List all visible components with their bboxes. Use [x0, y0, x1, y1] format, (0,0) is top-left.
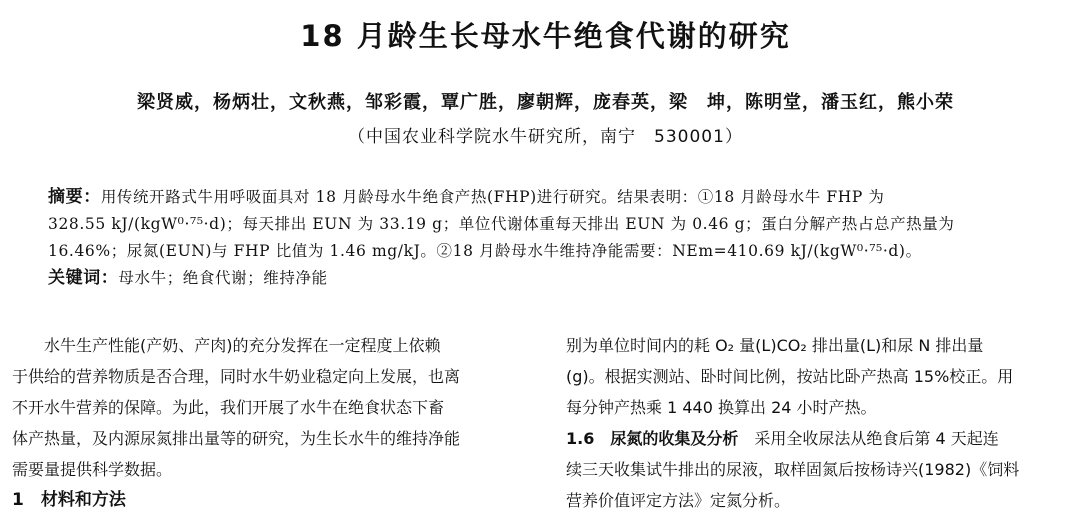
left-line-3: 不开水牛营养的保障。为此，我们开展了水牛在绝食状态下畜 [12, 398, 445, 417]
right-line-4 [566, 423, 1081, 454]
section-heading: 1 材料和方法 [12, 490, 126, 510]
abstract-label: 摘要： [48, 187, 101, 207]
right-line-5: 续三天收集试牛排出的尿液，取样固氮后按杨诗兴(1982)《饲料 [566, 460, 1020, 479]
right-line-4-text: 采用全收尿法从绝食后第 4 天起连 [738, 429, 999, 448]
subsection-heading: 1.6 尿氮的收集及分析 [566, 429, 739, 448]
right-line-1: 别为单位时间内的耗 O₂ 量(L)CO₂ 排出量(L)和尿 N 排出量 [566, 336, 984, 355]
keywords-label: 关键词： [48, 268, 119, 288]
keywords-text: 母水牛；绝食代谢；维持净能 [118, 269, 328, 287]
abstract-text-1: 用传统开路式牛用呼吸面具对 18 月龄母水牛绝食产热(FHP)进行研究。结果表明：①18 月龄母水牛 FHP 为 [100, 188, 885, 206]
right-line-2: (g)。根据实测站、卧时间比例，按站比卧产热高 15%校正。用 [566, 367, 1014, 386]
abstract-block [48, 184, 1058, 292]
left-line-5: 需要量提供科学数据。 [12, 460, 173, 479]
body-column-right [566, 330, 1081, 516]
paper-title: 18 月龄生长母水牛绝食代谢的研究 [300, 19, 791, 53]
right-line-6: 营养价值评定方法》定氮分析。 [566, 491, 791, 510]
left-line-4: 体产热量，及内源尿氮排出量等的研究，为生长水牛的维持净能 [12, 429, 461, 448]
author-list: 梁贤威，杨炳壮，文秋燕，邹彩霞，覃广胜，廖朝辉，庞春英，梁 坤，陈明堂，潘玉红，熊小荣 [137, 92, 954, 113]
abstract-line-3: 16.46%；尿氮(EUN)与 FHP 比值为 1.46 mg/kJ。②18 月龄母水牛维持净能需要：NEm=410.69 kJ/(kgW⁰·⁷⁵·d)。 [48, 242, 922, 260]
abstract-line-1 [48, 184, 1058, 211]
abstract-line-2: 328.55 kJ/(kgW⁰·⁷⁵·d)；每天排出 EUN 为 33.19 g；单位代谢体重每天排出 EUN 为 0.46 g；蛋白分解产热占总产热量为 [48, 215, 955, 233]
right-line-3: 每分钟产热乘 1 440 换算出 24 小时产热。 [566, 398, 877, 417]
left-line-2: 于供给的营养物质是否合理，同时水牛奶业稳定向上发展，也离 [12, 367, 461, 386]
affiliation: （中国农业科学院水牛研究所，南宁 530001） [348, 127, 743, 147]
keywords-line [48, 265, 1058, 292]
left-line-1: 水牛生产性能(产奶、产肉)的充分发挥在一定程度上依赖 [12, 336, 441, 355]
body-column-left [12, 330, 527, 516]
